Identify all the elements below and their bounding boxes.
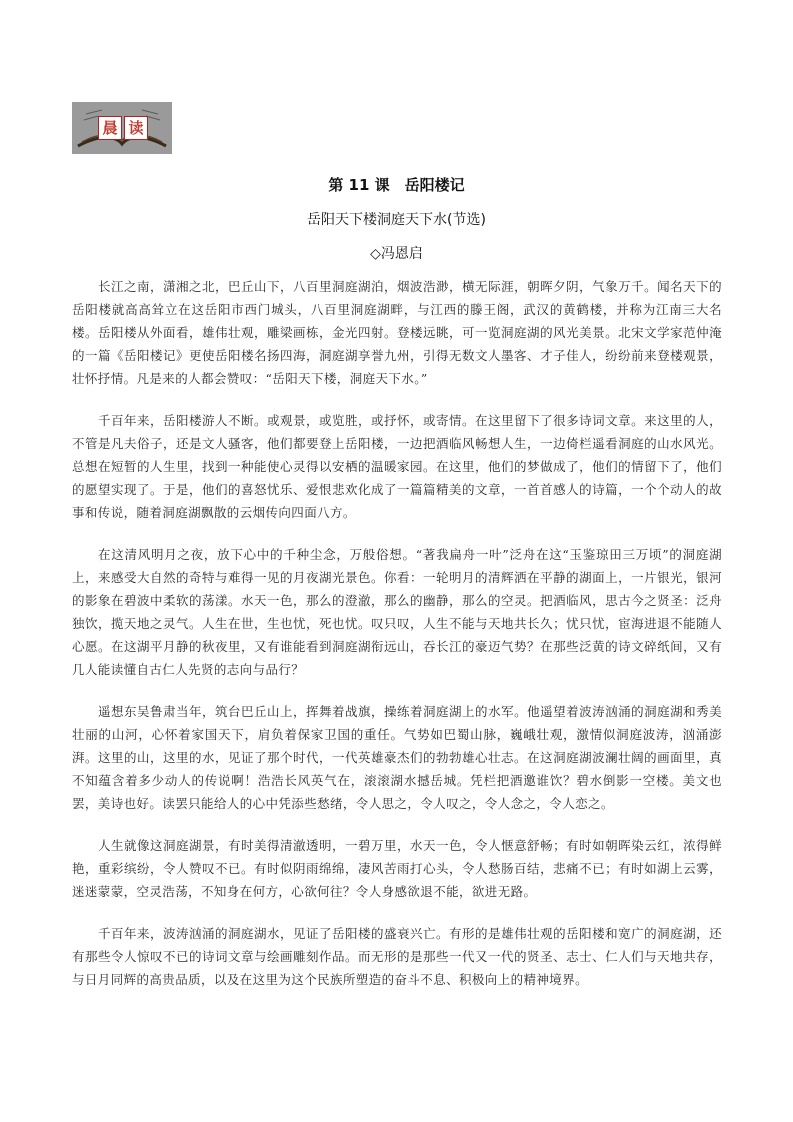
logo-char-1: 晨 bbox=[98, 116, 122, 140]
paragraph-5: 人生就像这洞庭湖景，有时美得清澈透明，一碧万里，水天一色，令人惬意舒畅；有时如朝晖染云红，浓得鲜艳，重彩缤纷，令人赞叹不已。有时似阴雨绵绵，凄风苦雨打心头，令人愁肠百结，悲痛不已；有时如湖上云雾，迷迷蒙蒙，空灵浩荡，不知身在何方，心欲何往？令人身感欲退不能，欲进无路。 bbox=[72, 838, 722, 899]
lesson-title: 第 11 课 岳阳楼记 bbox=[328, 176, 465, 194]
paragraph-2: 千百年来，岳阳楼游人不断。或观景，或览胜，或抒怀，或寄情。在这里留下了很多诗词文章。来这里的人，不管是凡夫俗子，还是文人骚客，他们都要登上岳阳楼，一边把酒临风畅想人生，一边倚栏遥看洞庭的山水风光。总想在短暂的人生里，找到一种能使心灵得以安栖的温暖家园。在这里，他们的梦做成了，他们的情留下了，他们的愿望实现了。于是，他们的喜怒忧乐、爱恨悲欢化成了一篇篇精美的文章，一首首感人的诗篇，一个个动人的故事和传说，随着洞庭湖飘散的云烟传向四面八方。 bbox=[72, 413, 722, 520]
paragraph-1: 长江之南，潇湘之北，巴丘山下，八百里洞庭湖泊，烟波浩渺，横无际涯，朝晖夕阴，气象万千。闻名天下的岳阳楼就高高耸立在这岳阳市西门城头，八百里洞庭湖畔，与江西的滕王阁，武汉的黄鹤楼，并称为江南三大名楼。岳阳楼从外面看，雄伟壮观，雕梁画栋，金光四射。登楼远眺，可一览洞庭湖的风光美景。北宋文学家范仲淹的一篇《岳阳楼记》更使岳阳楼名扬四海，洞庭湖享誉九州，引得无数文人墨客、才子佳人，纷纷前来登楼观景，壮怀抒情。凡是来的人都会赞叹：“岳阳天下楼，洞庭天下水。” bbox=[72, 279, 722, 386]
logo-char-2: 读 bbox=[124, 116, 148, 140]
paragraph-4: 遥想东吴鲁肃当年，筑台巴丘山上，挥舞着战旗，操练着洞庭湖上的水军。他遥望着波涛汹涌的洞庭湖和秀美壮丽的山河，心怀着家国天下，肩负着保家卫国的重任。气势如巴蜀山脉，巍峨壮观，激情似洞庭波涛，汹涌澎湃。这里的山，这里的水，见证了那个时代，一代英雄豪杰们的勃勃雄心壮志。在这洞庭湖波澜壮阔的画面里，真不知蕴含着多少动人的传说啊！浩浩长风英气在，滚滚湖水撼岳城。凭栏把酒邀谁饮？碧水倒影一空楼。美文也罢，美诗也好。读罢只能给人的心中凭添些愁绪，令人思之，令人叹之，令人念之，令人恋之。 bbox=[72, 704, 722, 811]
paragraph-3: 在这清风明月之夜，放下心中的千种尘念，万般俗想。“著我扁舟一叶”泛舟在这“玉鉴琼田三万顷”的洞庭湖上，来感受大自然的奇特与难得一见的月夜湖光景色。你看：一轮明月的清辉洒在平静的湖面上，一片银光，银河的影象在碧波中柔软的荡漾。水天一色，那么的澄澈，那么的幽静，那么的空灵。把酒临风，思古今之贤圣：泛舟独饮，揽天地之灵气。人生在世，生也忧，死也忧。叹只叹，人生不能与天地共长久；忧只忧，宦海进退不能随人心愿。在这湖平月静的秋夜里，又有谁能看到洞庭湖衔远山，吞长江的豪迈气势？在那些泛黄的诗文碎纸间，又有几人能读懂自古仁人先贤的志向与品行？ bbox=[72, 547, 722, 677]
paragraph-6: 千百年来，波涛汹涌的洞庭湖水，见证了岳阳楼的盛衰兴亡。有形的是雄伟壮观的岳阳楼和宽广的洞庭湖，还有那些令人惊叹不已的诗词文章与绘画雕刻作品。而无形的是那些一代又一代的贤圣、志士、仁人们与天地共存，与日月同辉的高贵品质，以及在这里为这个民族所塑造的奋斗不息、积极向上的精神境界。 bbox=[72, 926, 722, 987]
open-book-icon bbox=[72, 102, 172, 154]
article-author: ◇冯恩启 bbox=[370, 246, 423, 262]
article-subtitle: 岳阳天下楼洞庭天下水(节选) bbox=[307, 212, 486, 228]
chendu-logo bbox=[72, 102, 172, 154]
article-body bbox=[72, 275, 722, 1010]
